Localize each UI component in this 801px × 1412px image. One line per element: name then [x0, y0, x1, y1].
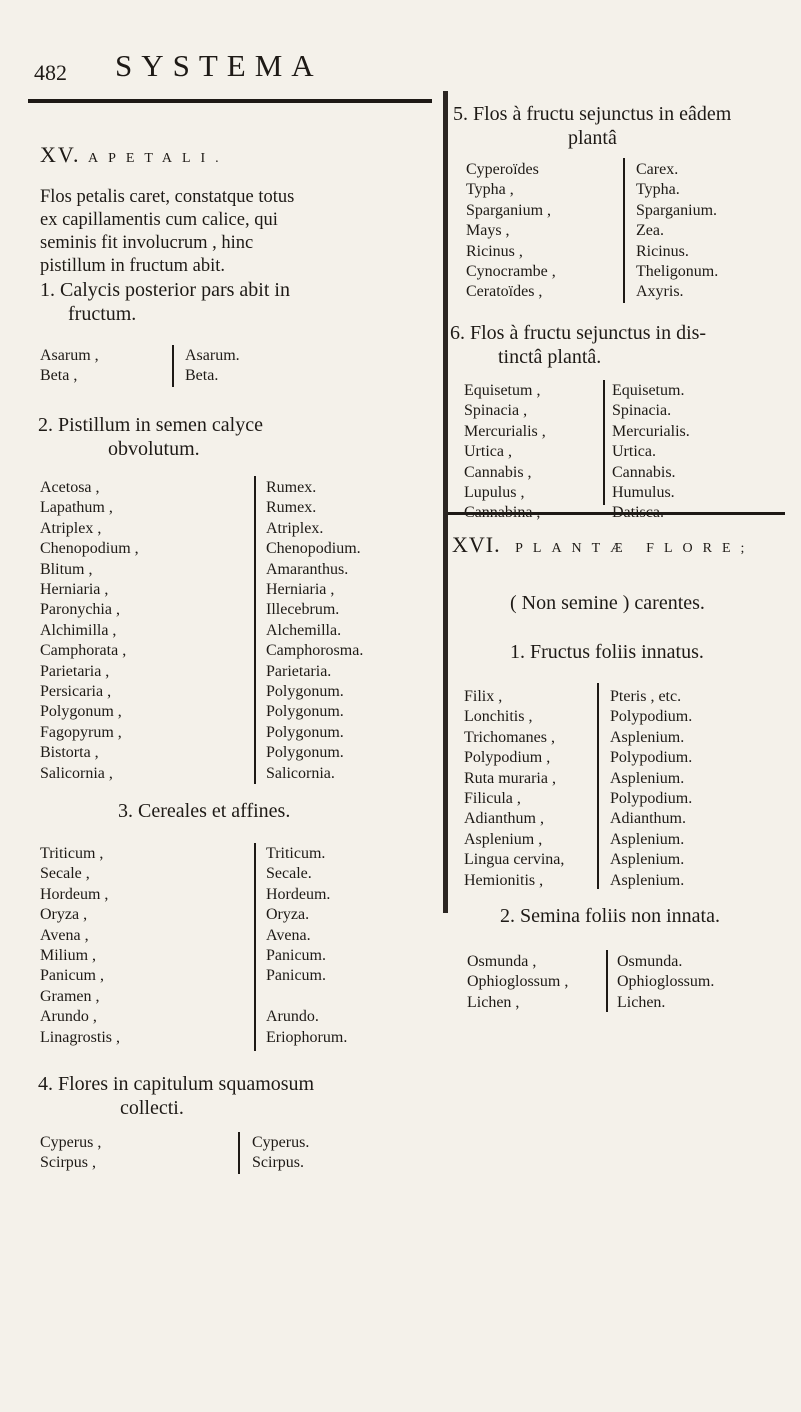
text-line: 5. Flos à fructu sejunctus in eâdem: [453, 103, 732, 125]
text-line: Cyperoïdes: [466, 161, 539, 178]
text-line: 2. Semina foliis non innata.: [500, 905, 720, 927]
text-line: Mercurialis ,: [464, 422, 546, 440]
text-line: Acetosa ,: [40, 479, 100, 496]
text-line: Asplenium.: [610, 830, 685, 848]
text-line: [266, 987, 347, 1007]
text-line: 1. Calycis posterior pars abit in: [40, 279, 290, 301]
section-word: PLANTÆ FLORE;: [515, 541, 755, 556]
text-line: 3. Cereales et affines.: [118, 800, 291, 822]
text-line: Persicaria ,: [40, 683, 112, 701]
text-line: obvolutum.: [108, 438, 200, 460]
text-line: 4. Flores in capitulum squamosum: [38, 1073, 315, 1095]
text-line: Spinacia.: [612, 402, 672, 420]
text-line: Ricinus.: [636, 242, 689, 260]
text-line: Gramen ,: [40, 987, 100, 1005]
text-line: Ruta muraria ,: [464, 769, 556, 787]
genus-list-new: [266, 844, 347, 1048]
section-subtitle: ( Non semine ) carentes.: [510, 592, 705, 614]
text-line: Herniaria ,: [40, 581, 109, 599]
text-line: Avena.: [266, 926, 311, 944]
text-line: Asplenium ,: [464, 830, 543, 848]
column-divider: [443, 91, 448, 913]
text-line: Ophioglossum ,: [467, 973, 569, 991]
group-heading-6: [450, 321, 706, 369]
text-line: Rumex.: [266, 479, 317, 496]
text-line: Beta ,: [40, 367, 78, 385]
list-divider: [254, 843, 256, 1051]
text-line: Paronychia ,: [40, 601, 120, 619]
text-line: Urtica.: [612, 443, 656, 461]
text-line: Blitum ,: [40, 560, 93, 578]
list-divider: [603, 380, 605, 505]
text-line: Scirpus.: [252, 1154, 304, 1172]
text-line: Axyris.: [636, 283, 684, 301]
text-line: Sparganium ,: [466, 201, 552, 219]
genus-list-new: [185, 346, 240, 387]
genus-list-old: [40, 346, 99, 387]
text-line: Urtica ,: [464, 443, 512, 461]
section-word: APETALI.: [87, 151, 229, 166]
text-line: Amaranthus.: [266, 560, 349, 578]
text-line: Lonchitis ,: [464, 708, 533, 726]
text-line: Hordeum ,: [40, 885, 109, 903]
text-line: pistillum in fructum abit.: [40, 256, 225, 276]
genus-list-old: [40, 478, 139, 784]
intro-paragraph: [40, 186, 294, 278]
text-line: Panicum.: [266, 967, 326, 985]
text-line: Equisetum ,: [464, 382, 541, 399]
section-numeral: XVI.: [452, 532, 501, 557]
text-line: 2. Pistillum in semen calyce: [38, 414, 263, 436]
running-title: SYSTEMA: [115, 48, 323, 83]
text-line: ex capillamentis cum calice, qui: [40, 210, 278, 230]
section-title-xv: [40, 142, 229, 168]
text-line: Linagrostis ,: [40, 1028, 120, 1046]
genus-list-old: [467, 952, 568, 1013]
text-line: fructum.: [68, 303, 137, 325]
text-line: tinctâ plantâ.: [498, 346, 602, 368]
text-line: Beta.: [185, 367, 219, 385]
text-line: Equisetum.: [612, 382, 685, 399]
text-line: Ophioglossum.: [617, 973, 715, 991]
text-line: Bistorta ,: [40, 744, 99, 762]
genus-list-new: [266, 478, 363, 784]
text-line: Trichomanes ,: [464, 728, 555, 746]
text-line: Lupulus ,: [464, 484, 525, 502]
genus-list-new: [612, 381, 690, 524]
text-line: Lingua cervina,: [464, 851, 565, 869]
text-line: Cyperus ,: [40, 1134, 102, 1151]
text-line: Avena ,: [40, 926, 89, 944]
text-line: Adianthum ,: [464, 810, 544, 828]
text-line: Osmunda.: [617, 953, 683, 970]
text-line: Zea.: [636, 222, 664, 240]
text-line: Herniaria ,: [266, 581, 335, 599]
genus-list-old: [466, 160, 556, 303]
text-line: Camphorosma.: [266, 642, 364, 660]
text-line: Eriophorum.: [266, 1028, 348, 1046]
text-line: plantâ: [568, 127, 617, 149]
text-line: Cannabina ,: [464, 504, 541, 522]
text-line: Milium ,: [40, 947, 97, 965]
group-heading-xvi-1: [510, 640, 704, 664]
text-line: Cynocrambe ,: [466, 263, 556, 281]
text-line: Asplenium.: [610, 728, 685, 746]
text-line: Asplenium.: [610, 851, 685, 869]
text-line: Theligonum.: [636, 263, 719, 281]
group-heading-3: [118, 799, 290, 823]
text-line: Polypodium.: [610, 749, 693, 767]
genus-list-old: [464, 687, 564, 891]
text-line: Osmunda ,: [467, 953, 537, 970]
top-rule: [28, 99, 432, 103]
text-line: Oryza ,: [40, 906, 88, 924]
text-line: Datisca.: [612, 504, 664, 522]
text-line: Filix ,: [464, 688, 503, 705]
text-line: seminis fit involucrum , hinc: [40, 233, 254, 253]
section-title-xvi: [452, 532, 754, 558]
text-line: Rumex.: [266, 499, 317, 517]
text-line: Ricinus ,: [466, 242, 523, 260]
text-line: Salicornia.: [266, 764, 335, 782]
text-line: Adianthum.: [610, 810, 686, 828]
text-line: Asarum.: [185, 347, 240, 364]
list-divider: [597, 683, 599, 889]
text-line: Mays ,: [466, 222, 510, 240]
text-line: Ceratoïdes ,: [466, 283, 543, 301]
text-line: Hordeum.: [266, 885, 331, 903]
list-divider: [238, 1132, 240, 1174]
text-line: Polypodium.: [610, 708, 693, 726]
genus-list-new: [617, 952, 714, 1013]
text-line: Salicornia ,: [40, 764, 113, 782]
text-line: Mercurialis.: [612, 422, 690, 440]
text-line: Cannabis.: [612, 463, 676, 481]
group-heading-2: [38, 413, 263, 461]
text-line: Spinacia ,: [464, 402, 528, 420]
text-line: Panicum.: [266, 947, 326, 965]
text-line: Cyperus.: [252, 1134, 310, 1151]
group-heading-5: [453, 102, 731, 150]
text-line: Polygonum.: [266, 744, 344, 762]
text-line: Carex.: [636, 161, 679, 178]
genus-list-old: [40, 1133, 101, 1174]
text-line: Filicula ,: [464, 790, 521, 808]
text-line: Triticum ,: [40, 845, 104, 862]
text-line: Secale.: [266, 865, 312, 883]
text-line: Scirpus ,: [40, 1154, 96, 1172]
text-line: Chenopodium.: [266, 540, 361, 558]
list-divider: [623, 158, 625, 303]
genus-list-new: [610, 687, 692, 891]
text-line: Atriplex.: [266, 519, 324, 537]
genus-list-new: [636, 160, 718, 303]
text-line: Polygonum ,: [40, 703, 122, 721]
text-line: Polypodium ,: [464, 749, 551, 767]
group-heading-4: [38, 1072, 314, 1120]
text-line: Fagopyrum ,: [40, 723, 122, 741]
text-line: Hemionitis ,: [464, 871, 544, 889]
text-line: Triticum.: [266, 845, 326, 862]
text-line: 1. Fructus foliis innatus.: [510, 641, 704, 663]
text-line: Asplenium.: [610, 871, 685, 889]
text-line: Sparganium.: [636, 201, 718, 219]
group-heading-1: [40, 278, 290, 326]
genus-list-old: [40, 844, 120, 1048]
text-line: Atriplex ,: [40, 519, 102, 537]
text-line: Typha ,: [466, 181, 514, 199]
text-line: Polygonum.: [266, 683, 344, 701]
page-number: 482: [34, 60, 67, 85]
text-line: Humulus.: [612, 484, 675, 502]
text-line: Parietaria ,: [40, 662, 110, 680]
text-line: Cannabis ,: [464, 463, 532, 481]
text-line: Polygonum.: [266, 703, 344, 721]
list-divider: [254, 476, 256, 784]
genus-list-old: [464, 381, 546, 524]
text-line: Parietaria.: [266, 662, 332, 680]
text-line: Arundo ,: [40, 1008, 97, 1026]
text-line: Alchimilla ,: [40, 621, 117, 639]
text-line: Chenopodium ,: [40, 540, 139, 558]
group-heading-xvi-2: [500, 904, 720, 928]
text-line: 6. Flos à fructu sejunctus in dis-: [450, 322, 707, 344]
text-line: Typha.: [636, 181, 680, 199]
text-line: Asplenium.: [610, 769, 685, 787]
text-line: Secale ,: [40, 865, 90, 883]
section-numeral: XV.: [40, 142, 81, 167]
text-line: Panicum ,: [40, 967, 104, 985]
text-line: Lapathum ,: [40, 499, 113, 517]
text-line: Camphorata ,: [40, 642, 127, 660]
text-line: Polygonum.: [266, 723, 344, 741]
text-line: Pteris , etc.: [610, 688, 682, 705]
text-line: Lichen.: [617, 993, 666, 1011]
list-divider: [606, 950, 608, 1012]
genus-list-new: [252, 1133, 309, 1174]
text-line: Alchemilla.: [266, 621, 342, 639]
text-line: Arundo.: [266, 1008, 319, 1026]
text-line: collecti.: [120, 1097, 184, 1119]
text-line: Oryza.: [266, 906, 310, 924]
list-divider: [172, 345, 174, 387]
text-line: Lichen ,: [467, 993, 520, 1011]
text-line: Asarum ,: [40, 347, 99, 364]
text-line: Polypodium.: [610, 790, 693, 808]
text-line: Flos petalis caret, constatque totus: [40, 187, 295, 207]
text-line: Illecebrum.: [266, 601, 340, 619]
